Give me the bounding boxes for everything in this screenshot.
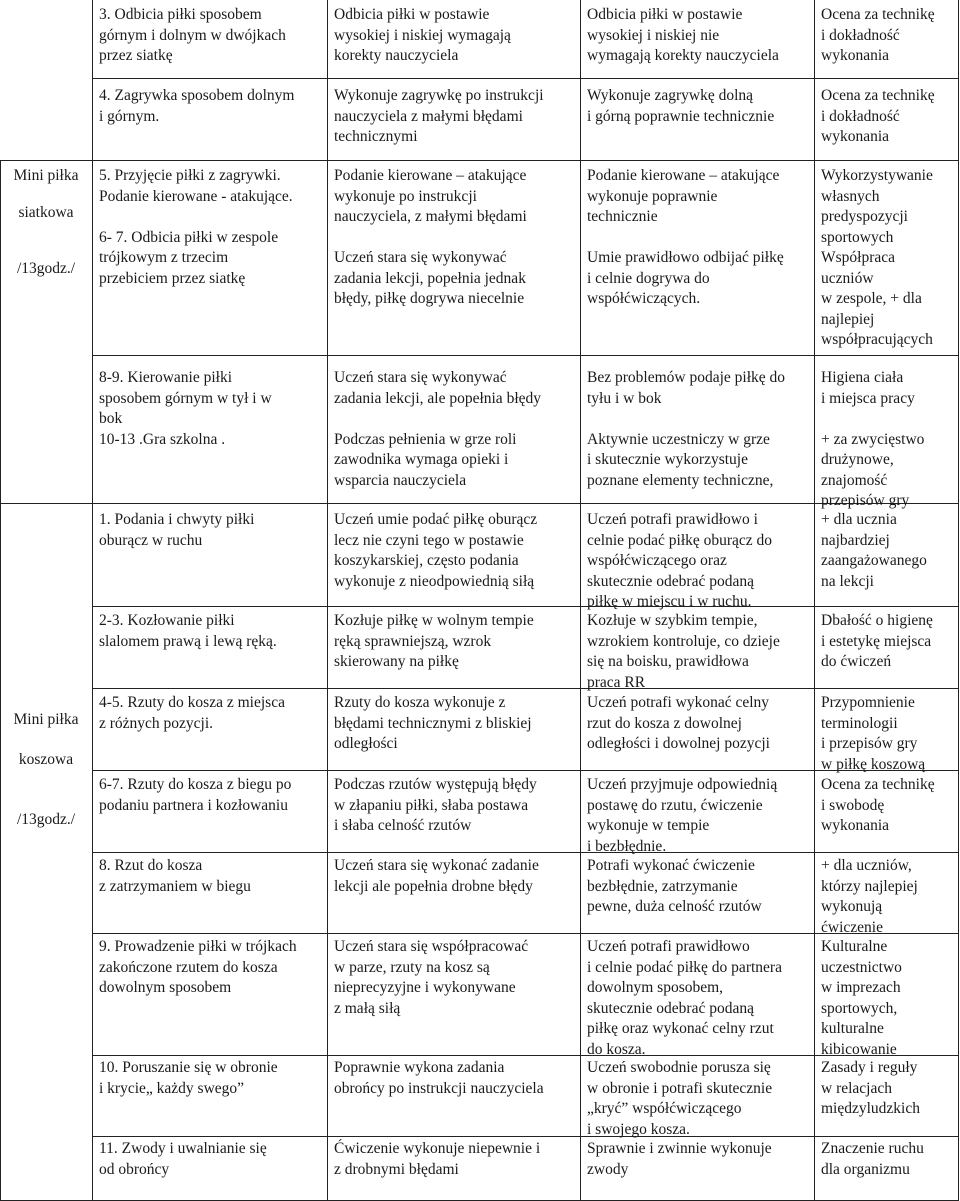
row-8-13-topic: 8-9. Kierowanie piłki sposobem górnym w tył i w bok 10-13 .Gra szkolna . <box>99 369 272 448</box>
bball-row-1-topic: 1. Podania i chwyty piłki oburącz w ruchu <box>99 511 255 549</box>
bball-row-8-basic: Ćwiczenie wykonuje niepewnie i z drobnymi błędami <box>334 1140 541 1178</box>
row-5-7-assessment: Wykorzystywanie własnych predyspozycji sportowych Współpraca uczniów w zespole, + dla najlepiej współpracujących <box>821 167 933 348</box>
bball-row-4-extended: Uczeń przyjmuje odpowiednią postawę do rzutu, ćwiczenie wykonuje w tempie i bezbłędnie. <box>587 776 778 855</box>
bball-row-5-assessment: + dla uczniów, którzy najlepiej wykonują ćwiczenie <box>821 857 918 936</box>
bball-row-3-basic: Rzuty do kosza wykonuje z błędami technicznymi z bliskiej odległości <box>334 694 532 752</box>
bball-row-6-basic: Uczeń stara się współpracować w parze, rzuty na kosz są nieprecyzyjne i wykonywane z małą siłą <box>334 938 529 1017</box>
border-row1 <box>92 78 959 79</box>
bball-row-8-extended: Sprawnie i zwinnie wykonuje zwody <box>587 1140 772 1178</box>
bball-row-3-extended: Uczeń potrafi wykonać celny rzut do kosza z dowolnej odległości i dowolnej pozycji <box>587 694 770 752</box>
bball-row-4-topic: 6-7. Rzuty do kosza z biegu po podaniu partnera i kozłowaniu <box>99 776 292 814</box>
bball-row-5-basic: Uczeń stara się wykonać zadanie lekcji ale popełnia drobne błędy <box>334 857 539 895</box>
border-col1 <box>92 0 93 1201</box>
border-row6 <box>92 688 959 689</box>
bball-row-5-extended: Potrafi wykonać ćwiczenie bezbłędnie, zatrzymanie pewne, duża celność rzutów <box>587 857 762 915</box>
border-right <box>958 0 959 1201</box>
row-3-extended: Odbicia piłki w postawie wysokiej i niskiej nie wymagają korekty nauczyciela <box>587 6 779 64</box>
bball-row-7-extended: Uczeń swobodnie porusza się w obronie i potrafi skutecznie „kryć” współćwiczącego i swojego kosza. <box>587 1059 773 1138</box>
section-label-volleyball-line1: Mini piłka <box>13 167 79 184</box>
bball-row-6-extended: Uczeń potrafi prawidłowo i celnie podać piłkę do partnera dowolnym sposobem, skutecznie odebrać podaną piłkę oraz wykonać celny rzut do kosza. <box>587 938 782 1058</box>
bball-row-2-extended: Kozłuje w szybkim tempie, wzrokiem kontroluje, co dzieje się na boisku, prawidłowa praca RR <box>587 612 780 691</box>
row-8-13-assessment: Higiena ciała i miejsca pracy + za zwycięstwo drużynowe, znajomość przepisów gry <box>821 369 925 509</box>
section-label-basketball-line2: koszowa <box>18 751 74 768</box>
row-4-extended: Wykonuje zagrywkę dolną i górną poprawnie technicznie <box>587 87 775 125</box>
section-label-basketball-line3: /13godz./ <box>16 811 76 828</box>
bball-row-7-topic: 10. Poruszanie się w obronie i krycie„ każdy swego” <box>99 1059 278 1097</box>
row-3-assessment: Ocena za technikę i dokładność wykonania <box>821 6 935 64</box>
row-5-7-topic: 5. Przyjęcie piłki z zagrywki. Podanie kierowane - atakujące. 6- 7. Odbicia piłki w zespole trójkowym z trzecim przebiciem przez siatkę <box>99 167 293 287</box>
row-3-topic: 3. Odbicia piłki sposobem górnym i dolnym w dwójkach przez siatkę <box>99 6 286 64</box>
bball-row-4-assessment: Ocena za technikę i swobodę wykonania <box>821 776 935 834</box>
row-8-13-extended: Bez problemów podaje piłkę do tyłu i w bok Aktywnie uczestniczy w grze i skutecznie wykorzystuje poznane elementy techniczne, <box>587 369 786 489</box>
border-col3 <box>580 0 581 1201</box>
border-col4 <box>814 0 815 1201</box>
border-row5 <box>92 606 959 607</box>
row-4-assessment: Ocena za technikę i dokładność wykonania <box>821 87 935 145</box>
bball-row-1-basic: Uczeń umie podać piłkę oburącz lecz nie czyni tego w postawie koszykarskiej, często podania wykonuje z nieodpowiednią siłą <box>334 511 538 590</box>
bball-row-1-extended: Uczeń potrafi prawidłowo i celnie podać piłkę oburącz do współćwiczącego oraz skutecznie odebrać podaną piłkę w miejscu i w ruchu. <box>587 511 773 610</box>
bball-row-3-topic: 4-5. Rzuty do kosza z miejsca z różnych pozycji. <box>99 694 285 732</box>
row-3-basic: Odbicia piłki w postawie wysokiej i niskiej wymagają korekty nauczyciela <box>334 6 511 64</box>
bball-row-7-basic: Poprawnie wykona zadania obrońcy po instrukcji nauczyciela <box>334 1059 544 1097</box>
border-row2 <box>0 160 959 161</box>
bball-row-6-assessment: Kulturalne uczestnictwo w imprezach sportowych, kulturalne kibicowanie <box>821 938 902 1058</box>
border-section <box>0 503 959 504</box>
row-5-7-basic: Podanie kierowane – atakujące wykonuje po instrukcji nauczyciela, z małymi błędami Uczeń stara się wykonywać zadania lekcji, popełnia jednak błędy, piłkę dogrywa niecelnie <box>334 167 527 307</box>
bball-row-2-basic: Kozłuje piłkę w wolnym tempie ręką sprawniejszą, wzrok skierowany na piłkę <box>334 612 534 670</box>
bball-row-8-topic: 11. Zwody i uwalnianie się od obrońcy <box>99 1140 267 1178</box>
bball-row-2-topic: 2-3. Kozłowanie piłki slalomem prawą i lewą ręką. <box>99 612 277 650</box>
bball-row-1-assessment: + dla ucznia najbardziej zaangażowanego na lekcji <box>821 511 927 590</box>
section-label-basketball-line1: Mini piłka <box>13 711 79 728</box>
border-col2 <box>327 0 328 1201</box>
border-row3 <box>92 355 959 356</box>
bball-row-2-assessment: Dbałość o higienę i estetykę miejsca do ćwiczeń <box>821 612 933 670</box>
row-5-7-extended: Podanie kierowane – atakujące wykonuje poprawnie technicznie Umie prawidłowo odbijać piłkę i celnie dogrywa do współćwiczących. <box>587 167 784 307</box>
section-label-volleyball-line2: siatkowa <box>18 204 74 221</box>
section-label-volleyball-line3: /13godz./ <box>16 260 76 277</box>
row-4-topic: 4. Zagrywka sposobem dolnym i górnym. <box>99 87 295 125</box>
border-row8 <box>92 852 959 853</box>
bball-row-7-assessment: Zasady i reguły w relacjach międzyludzkich <box>821 1059 920 1117</box>
bball-row-4-basic: Podczas rzutów występują błędy w złapaniu piłki, słaba postawa i słaba celność rzutów <box>334 776 537 834</box>
bball-row-6-topic: 9. Prowadzenie piłki w trójkach zakończone rzutem do kosza dowolnym sposobem <box>99 938 297 996</box>
border-row11 <box>92 1136 959 1137</box>
row-4-basic: Wykonuje zagrywkę po instrukcji nauczyciela z małymi błędami technicznymi <box>334 87 544 145</box>
border-left <box>0 160 1 1201</box>
bball-row-3-assessment: Przypomnienie terminologii i przepisów gry w piłkę koszową <box>821 694 926 773</box>
bball-row-5-topic: 8. Rzut do kosza z zatrzymaniem w biegu <box>99 857 251 895</box>
bball-row-8-assessment: Znaczenie ruchu dla organizmu <box>821 1140 924 1178</box>
row-8-13-basic: Uczeń stara się wykonywać zadania lekcji, ale popełnia błędy Podczas pełnienia w grze roli zawodnika wymaga opieki i wsparcia nauczyciela <box>334 369 542 489</box>
